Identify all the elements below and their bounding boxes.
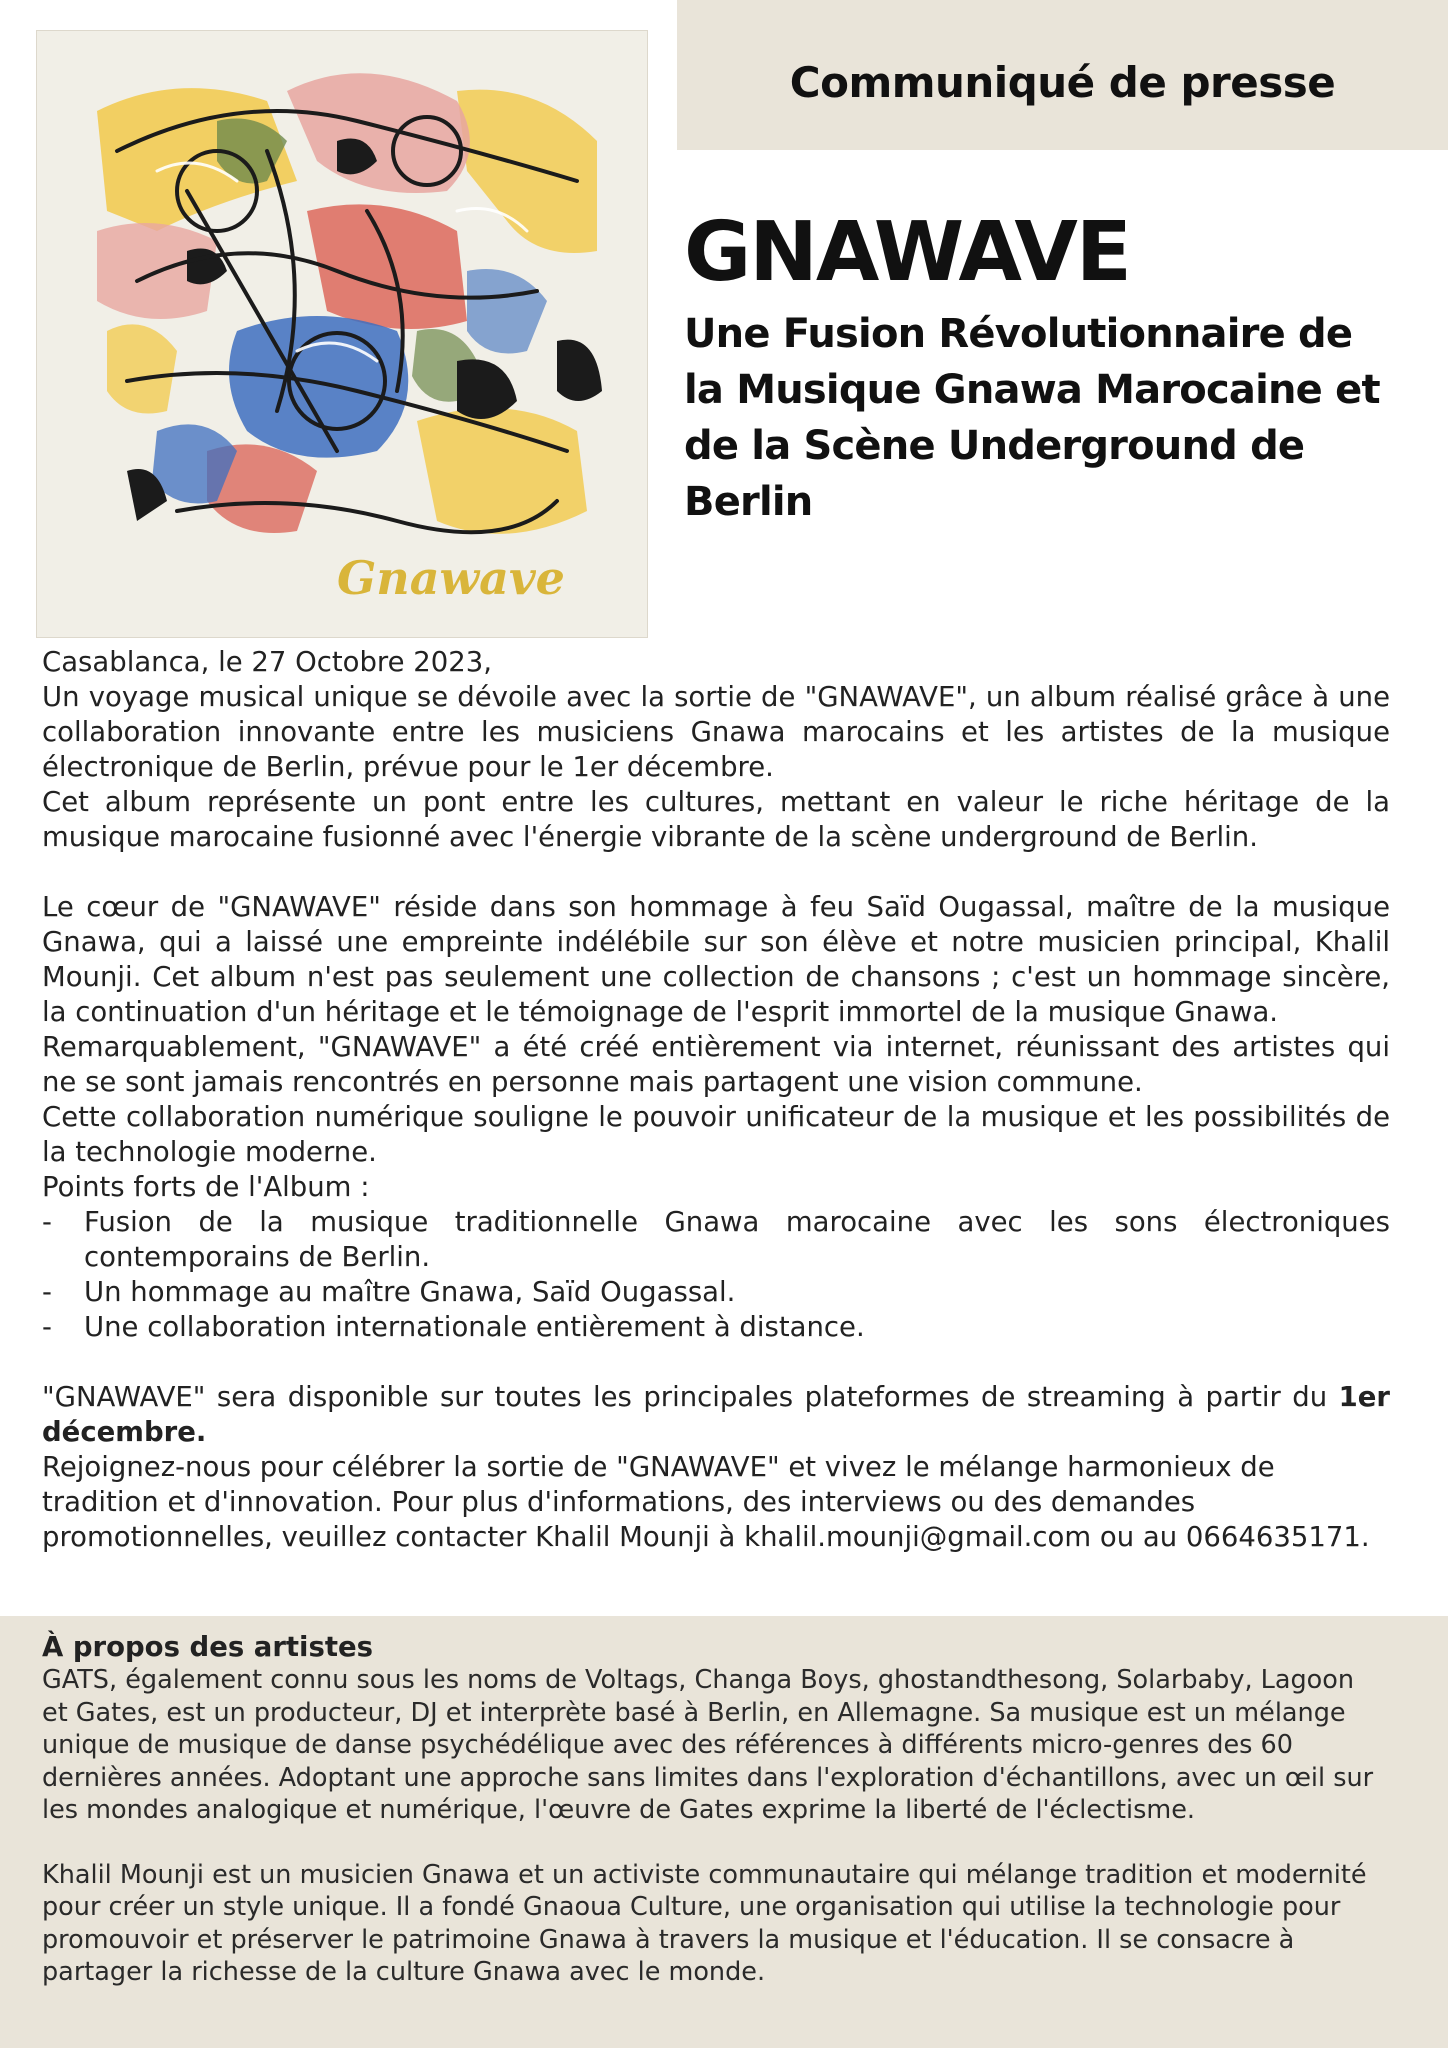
highlight-text: Un hommage au maître Gnawa, Saïd Ougassal. [84,1276,736,1308]
album-subtitle: Une Fusion Révolutionnaire de la Musique Gnawa Marocaine et de la Scène Underground de Berlin [684,311,1380,525]
about-artists-section [0,1616,1448,2048]
release-date: 1er décembre. [42,1381,1390,1448]
highlights-title: Points forts de l'Album : [42,1171,370,1203]
availability-text: "GNAWAVE" sera disponible sur toutes les principales plateformes de streaming à partir du [42,1381,1339,1413]
khalil-bio: Khalil Mounji est un musicien Gnawa et un activiste communautaire qui mélange tradition et modernité pour créer un style unique. Il a fondé Gnaoua Culture, une organisation qui utilise la technologie pour promouvoir et préserver le patrimoine Gnawa à travers la musique et l'éducation. Il se consacre à partager la richesse de la culture Gnawa avec le monde. [42,1859,1367,1987]
cover-signature: Gnawave [337,551,565,605]
press-release-label: Communiqué de presse [789,58,1336,107]
about-heading: À propos des artistes [42,1631,374,1663]
album-title: GNAWAVE [684,205,1130,300]
press-release-band [677,0,1448,150]
highlight-text: Une collaboration internationale entièrement à distance. [84,1311,865,1343]
gats-bio: GATS, également connu sous les noms de Voltags, Changa Boys, ghostandthesong, Solarbaby, Lagoon et Gates, est un producteur, DJ et interprète basé à Berlin, en Allemagne. Sa musique est un mélange unique de musique de danse psychédélique avec des références à différents micro-genres des 60 dernières années. Adoptant une approche sans limites dans l'exploration d'échantillons, avec un œil sur les mondes analogique et numérique, l'œuvre de Gates exprime la liberté de l'éclectisme. [42,1665,1374,1825]
remarkable-paragraph: Remarquablement, "GNAWAVE" a été créé entièrement via internet, réunissant des artistes qui ne se sont jamais rencontrés en personne mais partagent une vision commune. [42,1031,1390,1098]
press-release-body [42,645,1390,1555]
bridge-paragraph: Cet album représente un pont entre les cultures, mettant en valeur le riche héritage de la musique marocaine fusionné avec l'énergie vibrante de la scène underground de Berlin. [42,786,1390,853]
album-cover-painting [37,31,647,637]
heart-paragraph: Le cœur de "GNAWAVE" réside dans son hommage à feu Saïd Ougassal, maître de la musique Gnawa, qui a laissé une empreinte indélébile sur son élève et notre musicien principal, Khalil Mounji. Cet album n'est pas seulement une collection de chansons ; c'est un hommage sincère, la continuation d'un héritage et le témoignage de l'esprit immortel de la musique Gnawa. [42,891,1390,1028]
list-item: - Une collaboration internationale entièrement à distance. [42,1310,1390,1345]
list-item: - Fusion de la musique traditionnelle Gnawa marocaine avec les sons électroniques contemporains de Berlin. [42,1206,1390,1273]
invitation-paragraph: Rejoignez-nous pour célébrer la sortie de "GNAWAVE" et vivez le mélange harmonieux de tradition et d'innovation. Pour plus d'informations, des interviews ou des demandes promotionnelles, veuillez contacter Khalil Mounji à khalil.mounji@gmail.com ou au 0664635171. [42,1451,1370,1553]
highlight-text: Fusion de la musique traditionnelle Gnawa marocaine avec les sons électroniques contemporains de Berlin. [84,1206,1390,1273]
digital-paragraph: Cette collaboration numérique souligne le pouvoir unificateur de la musique et les possibilités de la technologie moderne. [42,1101,1390,1168]
availability-paragraph [42,1380,1390,1450]
list-item: - Un hommage au maître Gnawa, Saïd Ougassal. [42,1275,1390,1310]
dateline: Casablanca, le 27 Octobre 2023, [42,646,493,678]
intro-paragraph: Un voyage musical unique se dévoile avec la sortie de "GNAWAVE", un album réalisé grâce à une collaboration innovante entre les musiciens Gnawa marocains et les artistes de la musique électronique de Berlin, prévue pour le 1er décembre. [42,681,1390,783]
highlights-list [42,1205,1390,1345]
album-cover [36,30,648,638]
